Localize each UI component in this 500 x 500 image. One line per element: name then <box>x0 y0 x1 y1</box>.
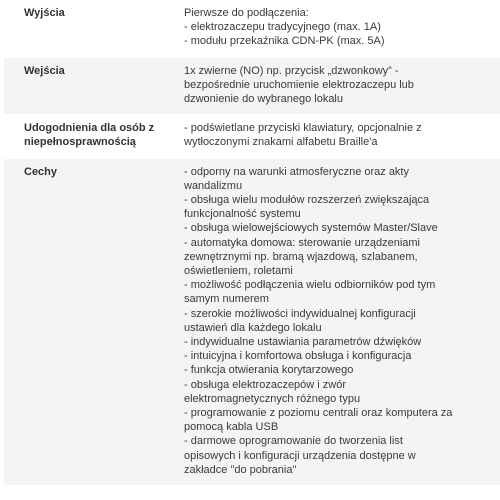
spec-value <box>180 159 500 485</box>
value-line: wytłoczonymi znakami alfabetu Braille'a <box>184 136 378 149</box>
spec-label <box>4 58 180 115</box>
value-line: funkcjonalność systemu <box>184 208 301 221</box>
spec-table <box>4 0 500 486</box>
value-line: Pierwsze do podłączenia: <box>184 7 309 19</box>
label-line: niepełnosprawnością <box>24 136 136 149</box>
value-line: wandalizmu <box>184 179 243 192</box>
value-line: ustawień dla każdego lokalu <box>184 321 322 334</box>
value-line: - modułu przekaźnika CDN-PK (max. 5A) <box>184 35 385 48</box>
value-line: - funkcja otwierania korytarzowego <box>184 364 354 377</box>
spec-label <box>4 0 180 57</box>
label-line: Wejścia <box>24 64 65 77</box>
value-line: pomocą kabla USB <box>184 421 279 434</box>
spec-value <box>180 58 500 115</box>
value-line: zakładce "do pobrania" <box>184 463 297 476</box>
value-line: - obsługa wielowejściowych systemów Master/Slave <box>184 222 438 235</box>
value-line: oświetleniem, roletami <box>184 265 293 278</box>
value-line: elektromagnetycznych różnego typu <box>184 392 361 405</box>
spec-label <box>4 159 180 485</box>
spec-row-cechy <box>4 159 500 486</box>
value-line: - elektrozaczepu tradycyjnego (max. 1A) <box>184 21 381 34</box>
value-line: - intuicyjna i komfortowa obsługa i konfiguracja <box>184 350 412 363</box>
value-line: zewnętrznymi np. bramą wjazdową, szlabanem, <box>184 250 418 263</box>
value-line: - podświetlane przyciski klawiatury, opcjonalnie z <box>184 122 422 135</box>
value-line: - szerokie możliwości indywidualnej konfiguracji <box>184 307 416 320</box>
value-line: - obsługa elektrozaczepów i zwór <box>184 378 347 391</box>
spec-value <box>180 0 500 57</box>
spec-row-wyjscia <box>4 0 500 58</box>
value-line: - odporny na warunki atmosferyczne oraz akty <box>184 165 409 178</box>
value-line: bezpośrednie uruchomienie elektrozaczepu lub <box>184 78 414 91</box>
value-line: opisowych i konfiguracji urządzenia dostępne w <box>184 449 416 462</box>
label-line: Cechy <box>24 165 58 178</box>
value-line: - programowanie z poziomu centrali oraz komputera za <box>184 407 453 420</box>
value-line: - automatyka domowa: sterowanie urządzeniami <box>184 236 421 249</box>
value-line: dzwonienie do wybranego lokalu <box>184 93 343 106</box>
value-line: - indywidualne ustawiania parametrów dźwięków <box>184 336 422 349</box>
value-line: - możliwość podłączenia wielu odbiorników pod tym <box>184 279 436 292</box>
value-line: 1x zwierne (NO) np. przycisk „dzwonkowy” - <box>184 64 399 77</box>
label-line: Wyjścia <box>24 7 65 19</box>
spec-row-udogodnienia <box>4 115 500 158</box>
spec-label <box>4 115 180 157</box>
label-line: Udogodnienia dla osób z <box>24 122 155 135</box>
value-line: - obsługa wielu modułów rozszerzeń zwiększająca <box>184 194 430 207</box>
value-line: - darmowe oprogramowanie do tworzenia list <box>184 435 403 448</box>
spec-value <box>180 115 500 157</box>
value-line: samym numerem <box>184 293 269 306</box>
spec-row-wejscia <box>4 58 500 116</box>
